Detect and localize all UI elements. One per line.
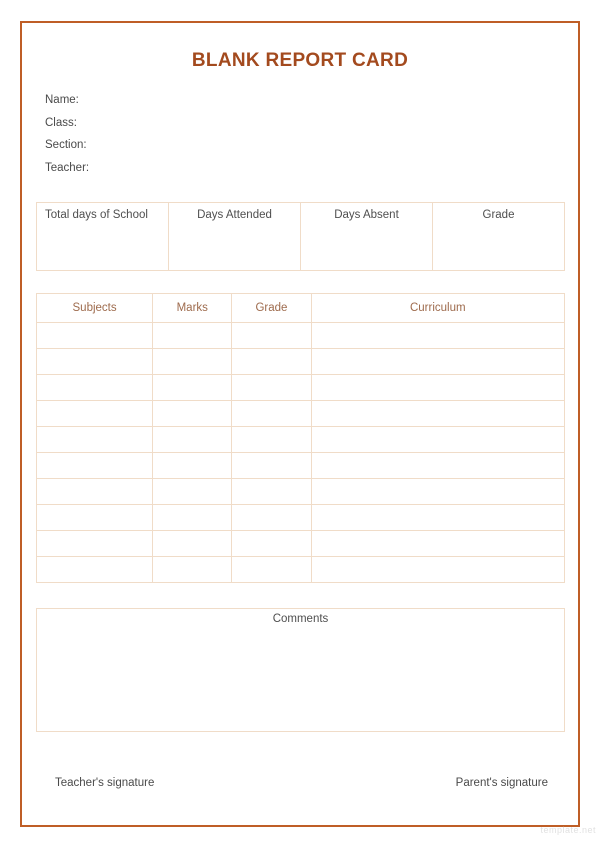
subjects-table-row xyxy=(37,401,565,427)
marks-cell xyxy=(153,531,232,557)
attendance-header-days-attended: Days Attended xyxy=(169,203,301,271)
subject-cell xyxy=(37,375,153,401)
grade-cell xyxy=(232,401,311,427)
name-field-label: Name: xyxy=(45,94,79,106)
subject-cell xyxy=(37,427,153,453)
subjects-header-row xyxy=(37,294,565,323)
grade-cell xyxy=(232,479,311,505)
grade-cell xyxy=(232,557,311,583)
curriculum-cell xyxy=(311,427,564,453)
marks-cell xyxy=(153,557,232,583)
student-info-section xyxy=(45,94,89,185)
attendance-header-row xyxy=(37,203,565,271)
subjects-table-row xyxy=(37,375,565,401)
curriculum-cell xyxy=(311,349,564,375)
subject-cell xyxy=(37,401,153,427)
comments-label: Comments xyxy=(272,613,329,625)
subjects-table-row xyxy=(37,453,565,479)
curriculum-cell xyxy=(311,531,564,557)
attendance-header-days-absent: Days Absent xyxy=(301,203,433,271)
subject-cell xyxy=(37,531,153,557)
subjects-table-row xyxy=(37,323,565,349)
curriculum-cell xyxy=(311,557,564,583)
grade-cell xyxy=(232,375,311,401)
subjects-table-row xyxy=(37,531,565,557)
subjects-header-grade: Grade xyxy=(232,294,311,323)
marks-cell xyxy=(153,401,232,427)
subjects-header-curriculum: Curriculum xyxy=(311,294,564,323)
curriculum-cell xyxy=(311,375,564,401)
marks-cell xyxy=(153,479,232,505)
attendance-header-grade: Grade xyxy=(433,203,565,271)
subjects-table-row xyxy=(37,557,565,583)
marks-cell xyxy=(153,323,232,349)
subjects-header-subjects: Subjects xyxy=(37,294,153,323)
marks-cell xyxy=(153,453,232,479)
subjects-table-row xyxy=(37,427,565,453)
subject-cell xyxy=(37,505,153,531)
subject-cell xyxy=(37,479,153,505)
grade-cell xyxy=(232,505,311,531)
attendance-header-total-days: Total days of School xyxy=(37,203,169,271)
subjects-table-row xyxy=(37,349,565,375)
grade-cell xyxy=(232,349,311,375)
grade-cell xyxy=(232,453,311,479)
grade-cell xyxy=(232,531,311,557)
marks-cell xyxy=(153,375,232,401)
marks-cell xyxy=(153,505,232,531)
grade-cell xyxy=(232,427,311,453)
curriculum-cell xyxy=(311,505,564,531)
subject-cell xyxy=(37,323,153,349)
subjects-header-marks: Marks xyxy=(153,294,232,323)
subjects-table-body xyxy=(37,323,565,583)
subject-cell xyxy=(37,349,153,375)
curriculum-cell xyxy=(311,323,564,349)
section-field-label: Section: xyxy=(45,139,87,152)
curriculum-cell xyxy=(311,479,564,505)
subjects-table-row xyxy=(37,479,565,505)
teacher-signature-label: Teacher's signature xyxy=(55,777,155,789)
attendance-table xyxy=(36,202,565,271)
class-field-label: Class: xyxy=(45,116,77,129)
grade-cell xyxy=(232,323,311,349)
page-title: BLANK REPORT CARD xyxy=(191,50,409,71)
subjects-table-row xyxy=(37,505,565,531)
watermark-text: template.net xyxy=(540,825,596,835)
comments-box xyxy=(36,608,565,732)
marks-cell xyxy=(153,427,232,453)
subject-cell xyxy=(37,453,153,479)
subjects-table xyxy=(36,293,565,583)
subject-cell xyxy=(37,557,153,583)
curriculum-cell xyxy=(311,453,564,479)
parent-signature-label: Parent's signature xyxy=(455,777,548,789)
teacher-field-label: Teacher: xyxy=(45,162,90,175)
marks-cell xyxy=(153,349,232,375)
curriculum-cell xyxy=(311,401,564,427)
